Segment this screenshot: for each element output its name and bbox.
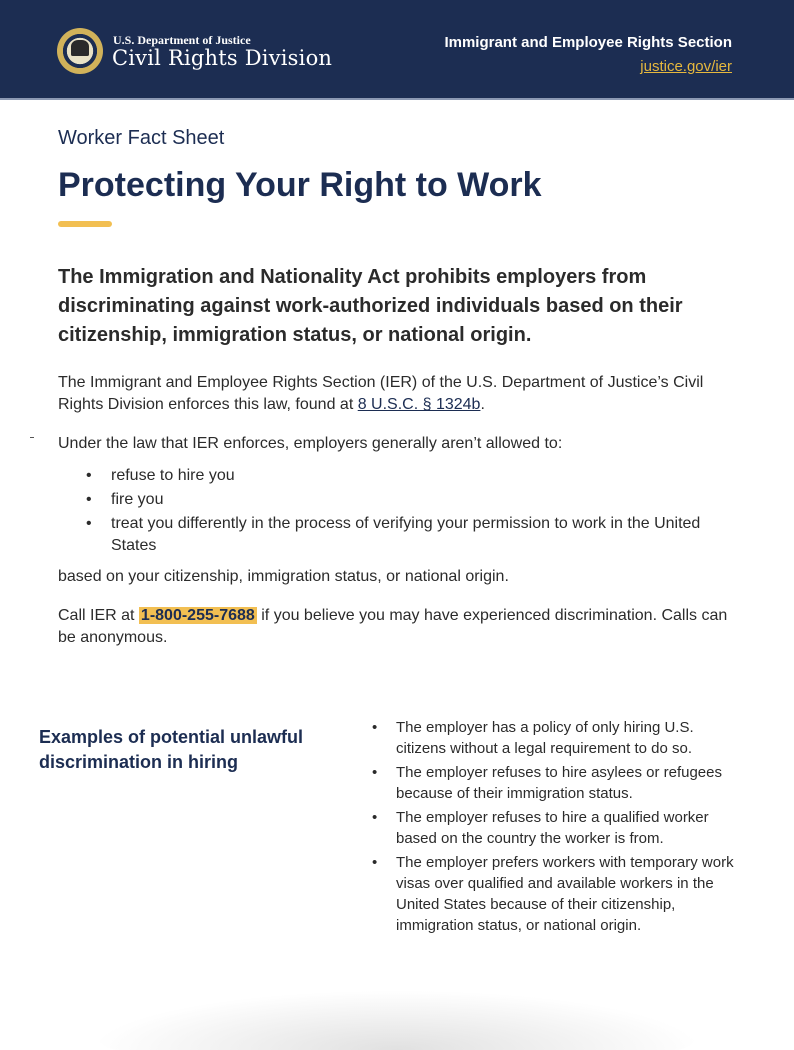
eagle-icon <box>71 40 89 56</box>
intro-end: . <box>480 396 485 413</box>
list-item: • The employer refuses to hire asylees or refugees because of their immigration status. <box>372 762 742 804</box>
intro-paragraph <box>58 372 738 416</box>
intro-text: The Immigrant and Employee Rights Section (IER) of the U.S. Department of Justice’s Civil Rights Division enforces this law, found at <box>58 374 704 413</box>
list-item: • treat you differently in the process of verifying your permission to work in the United States <box>58 513 738 557</box>
list-item: • The employer has a policy of only hiring U.S. citizens without a legal requirement to do so. <box>372 717 742 759</box>
call-suffix: if you believe you may have experienced discrimination. Calls can be anonymous. <box>58 607 728 646</box>
title-accent-bar <box>58 221 112 227</box>
page-title: Protecting Your Right to Work <box>58 166 542 204</box>
statute-link[interactable]: 8 U.S.C. § 1324b <box>357 396 481 413</box>
list-item: • fire you <box>58 489 738 511</box>
ier-website-link[interactable]: justice.gov/ier <box>640 58 732 75</box>
call-prefix: Call IER at <box>58 607 139 624</box>
lead-statement: The Immigration and Nationality Act prohibits employers from discriminating against work-authorized individuals based on their citizenship, immigration status, or national origin. <box>58 266 683 346</box>
prohibited-actions-list <box>58 465 738 559</box>
stray-mark <box>30 437 34 438</box>
basis-statement: based on your citizenship, immigration status, or national origin. <box>58 568 509 585</box>
phone-number[interactable]: 1-800-255-7688 <box>140 607 255 624</box>
page-header <box>0 0 794 100</box>
call-paragraph <box>58 605 738 649</box>
division-name: Civil Rights Division <box>112 46 333 70</box>
document-kicker: Worker Fact Sheet <box>58 127 225 149</box>
examples-heading: Examples of potential unlawful discrimination in hiring <box>39 727 304 772</box>
list-item: • refuse to hire you <box>58 465 738 487</box>
list-item: • The employer prefers workers with temporary work visas over qualified and available workers in the United States because of their citizenship, immigration status, or national origin. <box>372 852 742 936</box>
doj-seal-icon <box>57 28 103 74</box>
examples-list <box>372 717 742 939</box>
law-intro: Under the law that IER enforces, employers generally aren’t allowed to: <box>58 435 563 452</box>
list-item: • The employer refuses to hire a qualified worker based on the country the worker is from. <box>372 807 742 849</box>
section-name: Immigrant and Employee Rights Section <box>444 34 732 51</box>
page-bottom-shadow <box>90 990 704 1050</box>
department-name: U.S. Department of Justice <box>113 33 251 47</box>
